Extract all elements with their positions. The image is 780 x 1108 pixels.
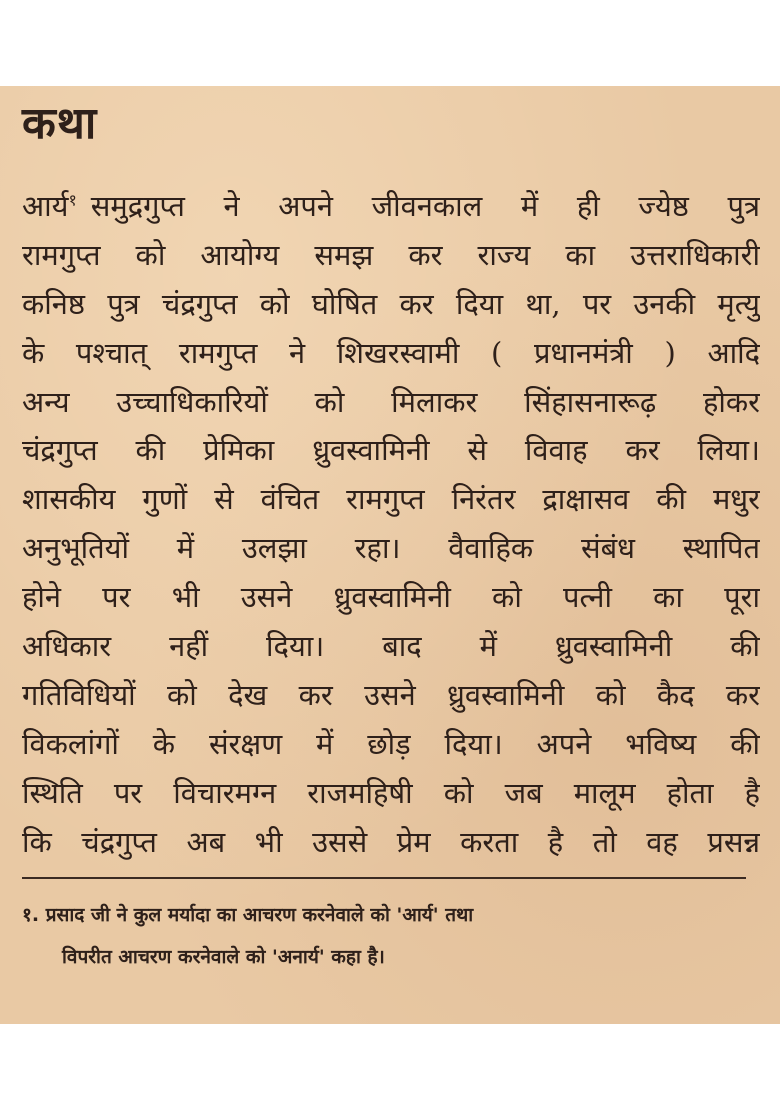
scanned-page <box>0 86 780 1024</box>
body-line: स्थिति पर विचारमग्न राजमहिषी को जब मालूम होता है <box>22 775 760 810</box>
body-line: के पश्चात् रामगुप्त ने शिखरस्वामी ( प्रधानमंत्री ) आदि <box>22 335 760 370</box>
footnote-line: १. प्रसाद जी ने कुल मर्यादा का आचरण करनेवाले को 'आर्य' तथा <box>22 904 474 926</box>
body-line: कनिष्ठ पुत्र चंद्रगुप्त को घोषित कर दिया था, पर उनकी मृत्यु <box>22 286 760 321</box>
body-line: गतिविधियों को देख कर उसने ध्रुवस्वामिनी को कैद कर <box>22 677 760 712</box>
page-heading: कथा <box>22 98 98 149</box>
body-line: रामगुप्त को आयोग्य समझ कर राज्य का उत्तराधिकारी <box>22 237 760 272</box>
body-line: चंद्रगुप्त की प्रेमिका ध्रुवस्वामिनी से विवाह कर लिया। <box>22 433 760 468</box>
body-text <box>22 182 760 866</box>
footnote-reference: १ <box>68 190 77 210</box>
body-line: अधिकार नहीं दिया। बाद में ध्रुवस्वामिनी की <box>22 629 760 664</box>
body-line: अन्य उच्चाधिकारियों को मिलाकर सिंहासनारूढ़ होकर <box>22 384 760 419</box>
body-line: विकलांगों के संरक्षण में छोड़ दिया। अपने भविष्य की <box>22 726 760 761</box>
body-line-1 <box>22 182 760 231</box>
body-line: होने पर भी उसने ध्रुवस्वामिनी को पत्नी का पूरा <box>22 580 760 615</box>
body-line: कि चंद्रगुप्त अब भी उससे प्रेम करता है तो वह प्रसन्न <box>22 824 760 859</box>
footnote-divider <box>22 877 746 879</box>
footnoted-word: आर्य$^१$ <box>22 189 77 223</box>
footnote-line: विपरीत आचरण करनेवाले को 'अनार्य' कहा है। <box>62 946 385 968</box>
body-line: शासकीय गुणों से वंचित रामगुप्त निरंतर द्राक्षासव की मधुर <box>22 482 760 517</box>
body-line-1-rest: समुद्रगुप्त ने अपने जीवनकाल में ही ज्येष्ठ पुत्र <box>90 189 760 223</box>
footnote <box>22 894 762 978</box>
body-line: अनुभूतियों में उलझा रहा। वैवाहिक संबंध स्थापित <box>22 531 760 566</box>
